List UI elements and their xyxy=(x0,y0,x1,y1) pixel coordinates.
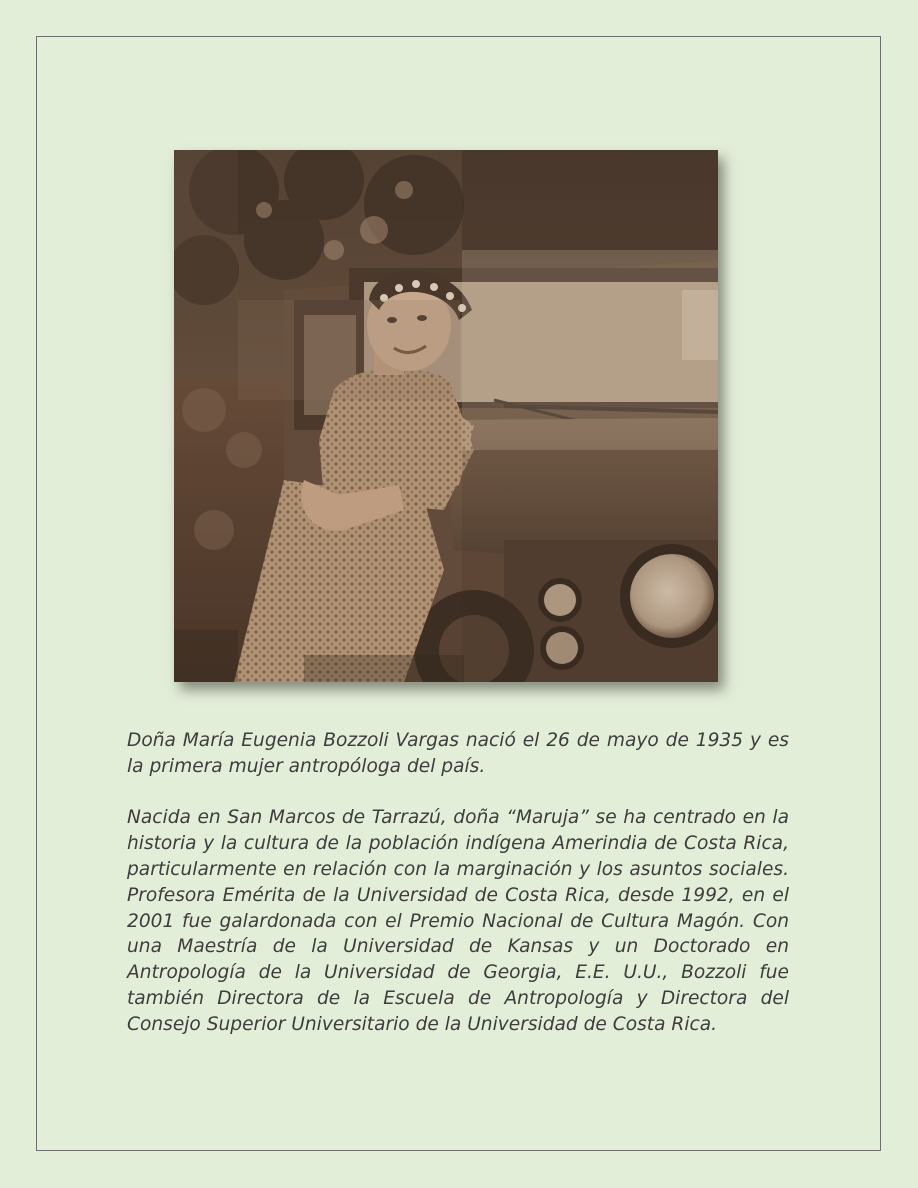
sepia-photo xyxy=(174,150,718,682)
biography-text xyxy=(127,728,789,1038)
intro-paragraph: Doña María Eugenia Bozzoli Vargas nació el 26 de mayo de 1935 y es la primera mujer antropóloga del país. xyxy=(127,730,789,777)
sepia-photo-woman-leaning-on-jeep-icon xyxy=(174,150,718,682)
biography-paragraph: Nacida en San Marcos de Tarrazú, doña “Maruja” se ha centrado en la historia y la cultura de la población indígena Amerindia de Costa Rica, particularmente en relación con la marginación y los asuntos sociales. Profesora Emérita de la Universidad de Costa Rica, desde 1992, en el 2001 fue galardonada con el Premio Nacional de Cultura Magón. Con una Maestría de la Universidad de Kansas y un Doctorado en Antropología de la Universidad de Georgia, E.E. U.U., Bozzoli fue también Directora de la Escuela de Antropología y Directora del Consejo Superior Universitario de la Universidad de Costa Rica. xyxy=(127,807,789,1035)
